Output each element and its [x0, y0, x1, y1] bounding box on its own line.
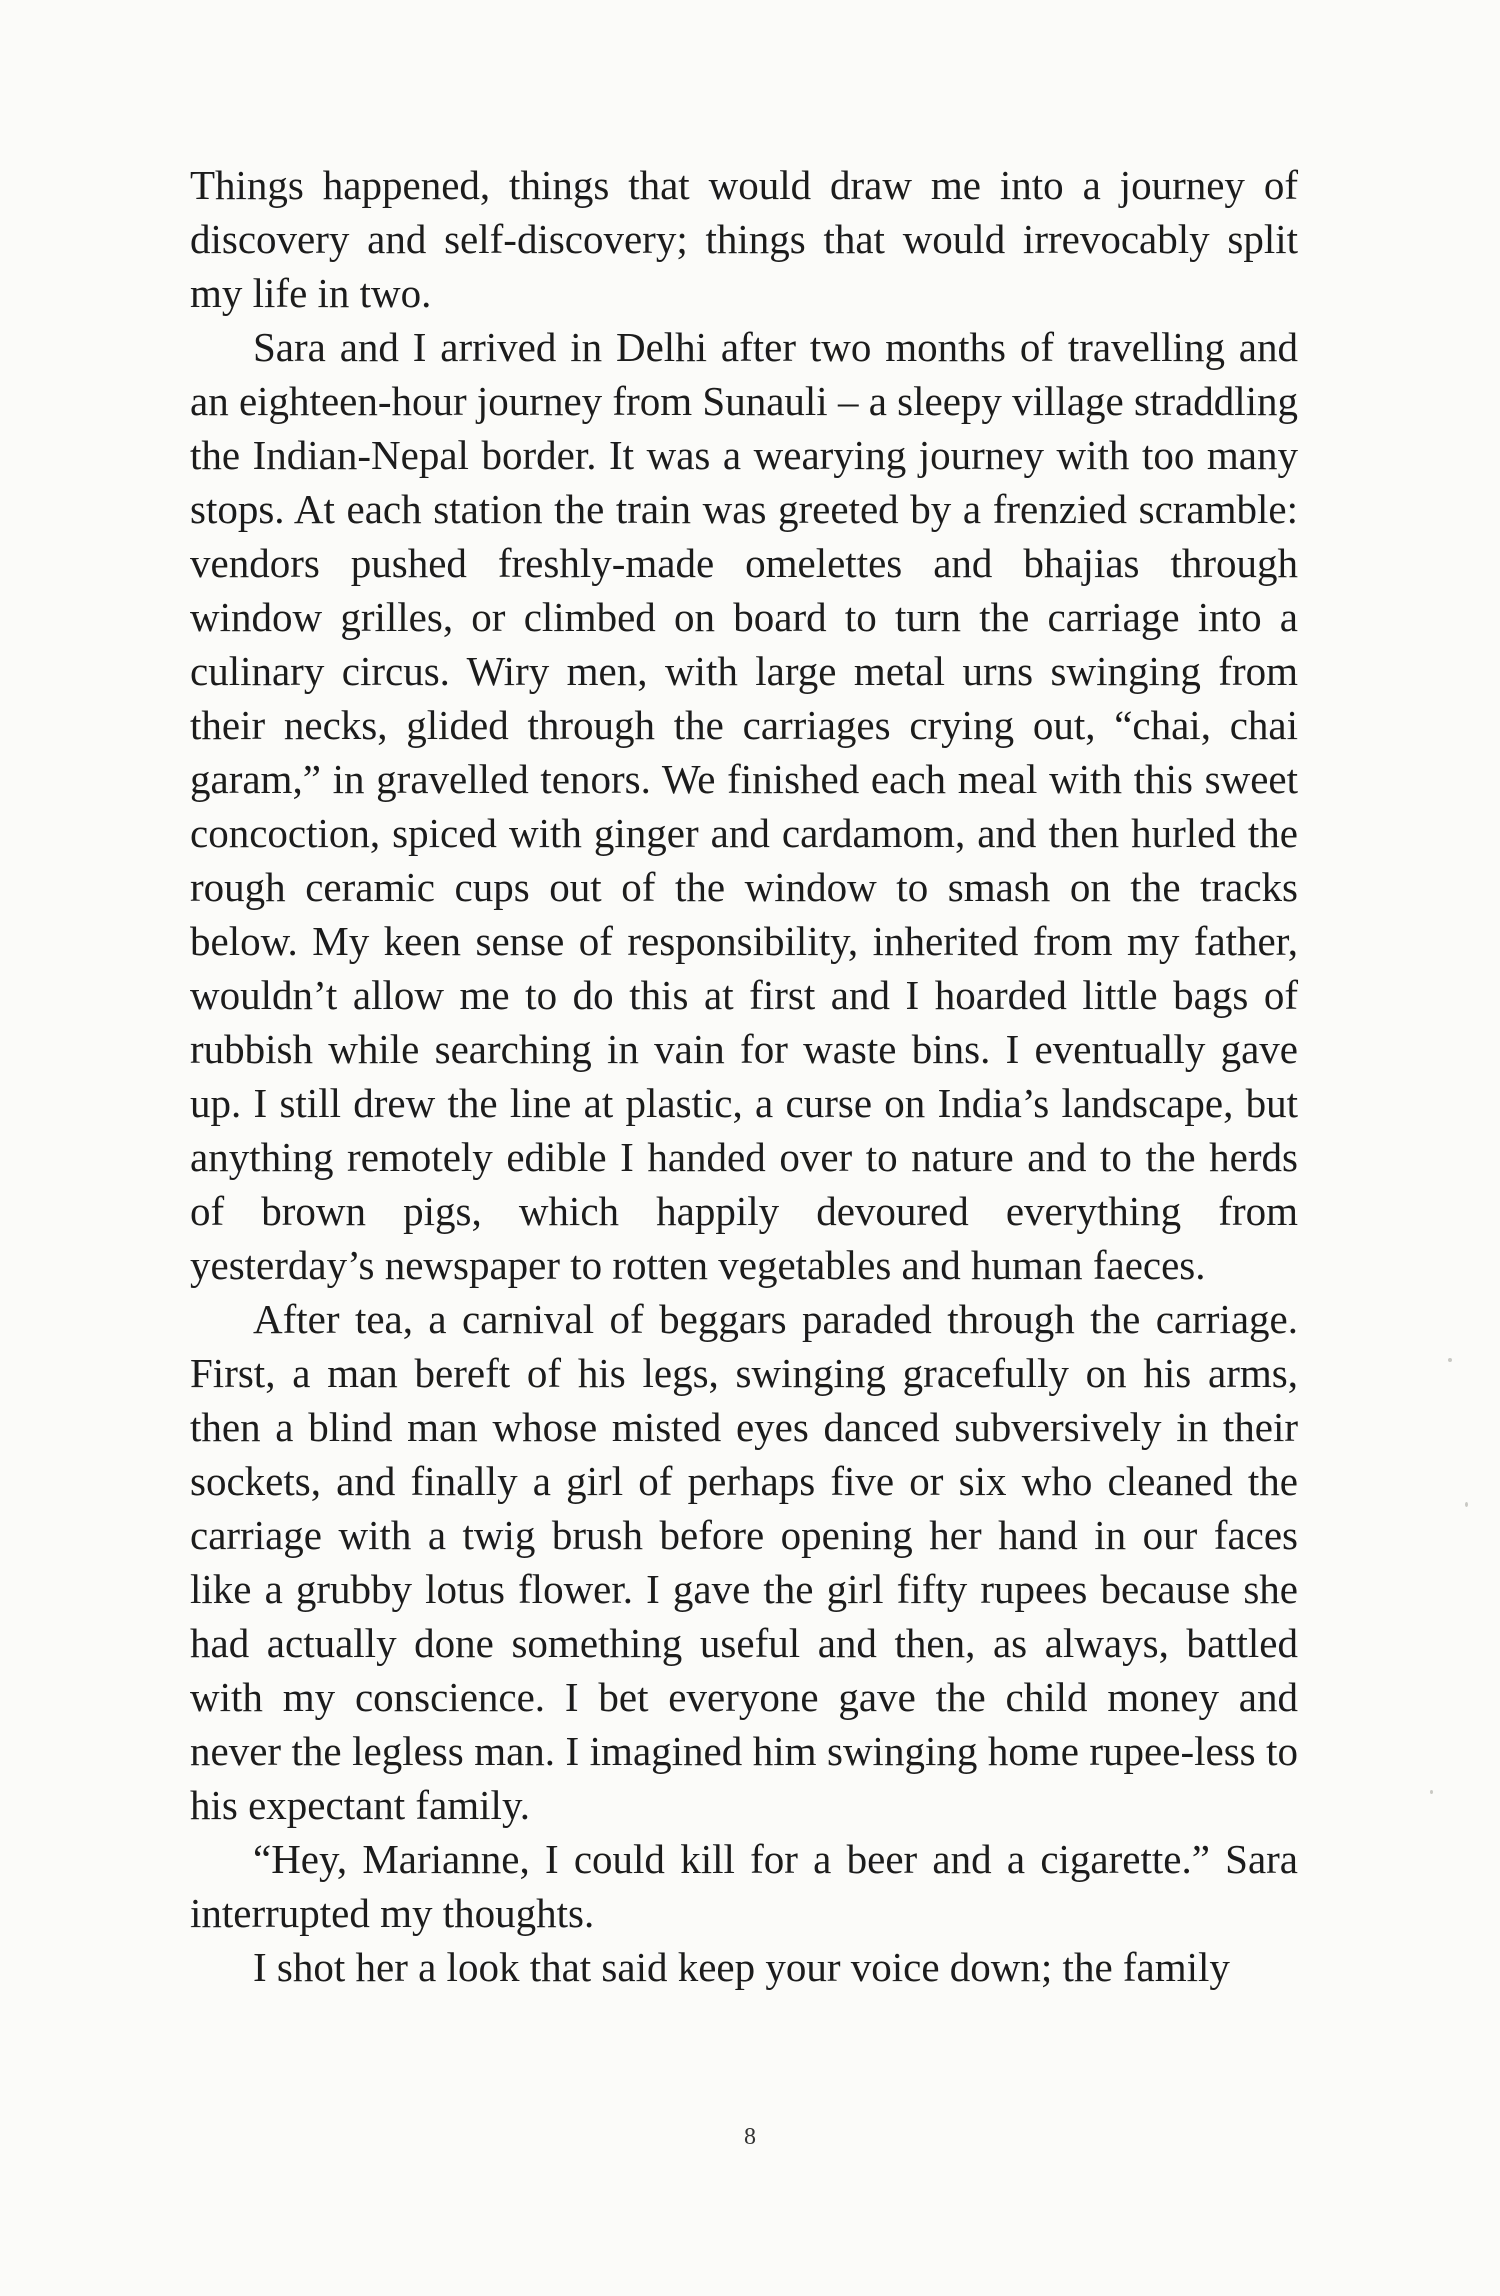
body-text [190, 158, 1298, 1994]
paragraph-3: After tea, a carnival of beggars paraded through the carriage. First, a man bereft of his legs, swinging gracefully on his arms, then a blind man whose misted eyes danced subversively in their sockets, and finally a girl of perhaps five or six who cleaned the carriage with a twig brush before opening her hand in our faces like a grubby lotus flower. I gave the girl fifty rupees because she had actually done something useful and then, as always, battled with my conscience. I bet everyone gave the child money and never the legless man. I imagined him swinging home rupee-less to his expectant family. [190, 1296, 1298, 1828]
paragraph-4: “Hey, Marianne, I could kill for a beer and a cigarette.” Sara interrupted my thoughts. [190, 1836, 1298, 1936]
paragraph-5: I shot her a look that said keep your voice down; the family [253, 1944, 1230, 1990]
page-number: 8 [744, 2124, 756, 2150]
paragraph-2: Sara and I arrived in Delhi after two months of travelling and an eighteen-hour journey from Sunauli – a sleepy village straddling the Indian-Nepal border. It was a wearying journey with too many stops. At each station the train was greeted by a frenzied scramble: vendors pushed freshly-made omelettes and bhajias through window grilles, or climbed on board to turn the carriage into a culinary circus. Wiry men, with large metal urns swinging from their necks, glided through the carriages crying out, “chai, chai garam,” in gravelled tenors. We finished each meal with this sweet concoction, spiced with ginger and cardamom, and then hurled the rough ceramic cups out of the window to smash on the tracks below. My keen sense of responsibility, inherited from my father, wouldn’t allow me to do this at first and I hoarded little bags of rubbish while searching in vain for waste bins. I eventually gave up. I still drew the line at plastic, a curse on India’s landscape, but anything remotely edible I handed over to nature and to the herds of brown pigs, which happily devoured everything from yesterday’s newspaper to rotten vegetables and human faeces. [190, 324, 1298, 1288]
paper-speck [1448, 1358, 1452, 1362]
paragraph-1: Things happened, things that would draw me into a journey of discovery and self-discovery; things that would irrevocably split my life in two. [190, 162, 1298, 316]
paper-speck [1430, 1790, 1433, 1794]
paper-speck [1465, 1502, 1468, 1507]
